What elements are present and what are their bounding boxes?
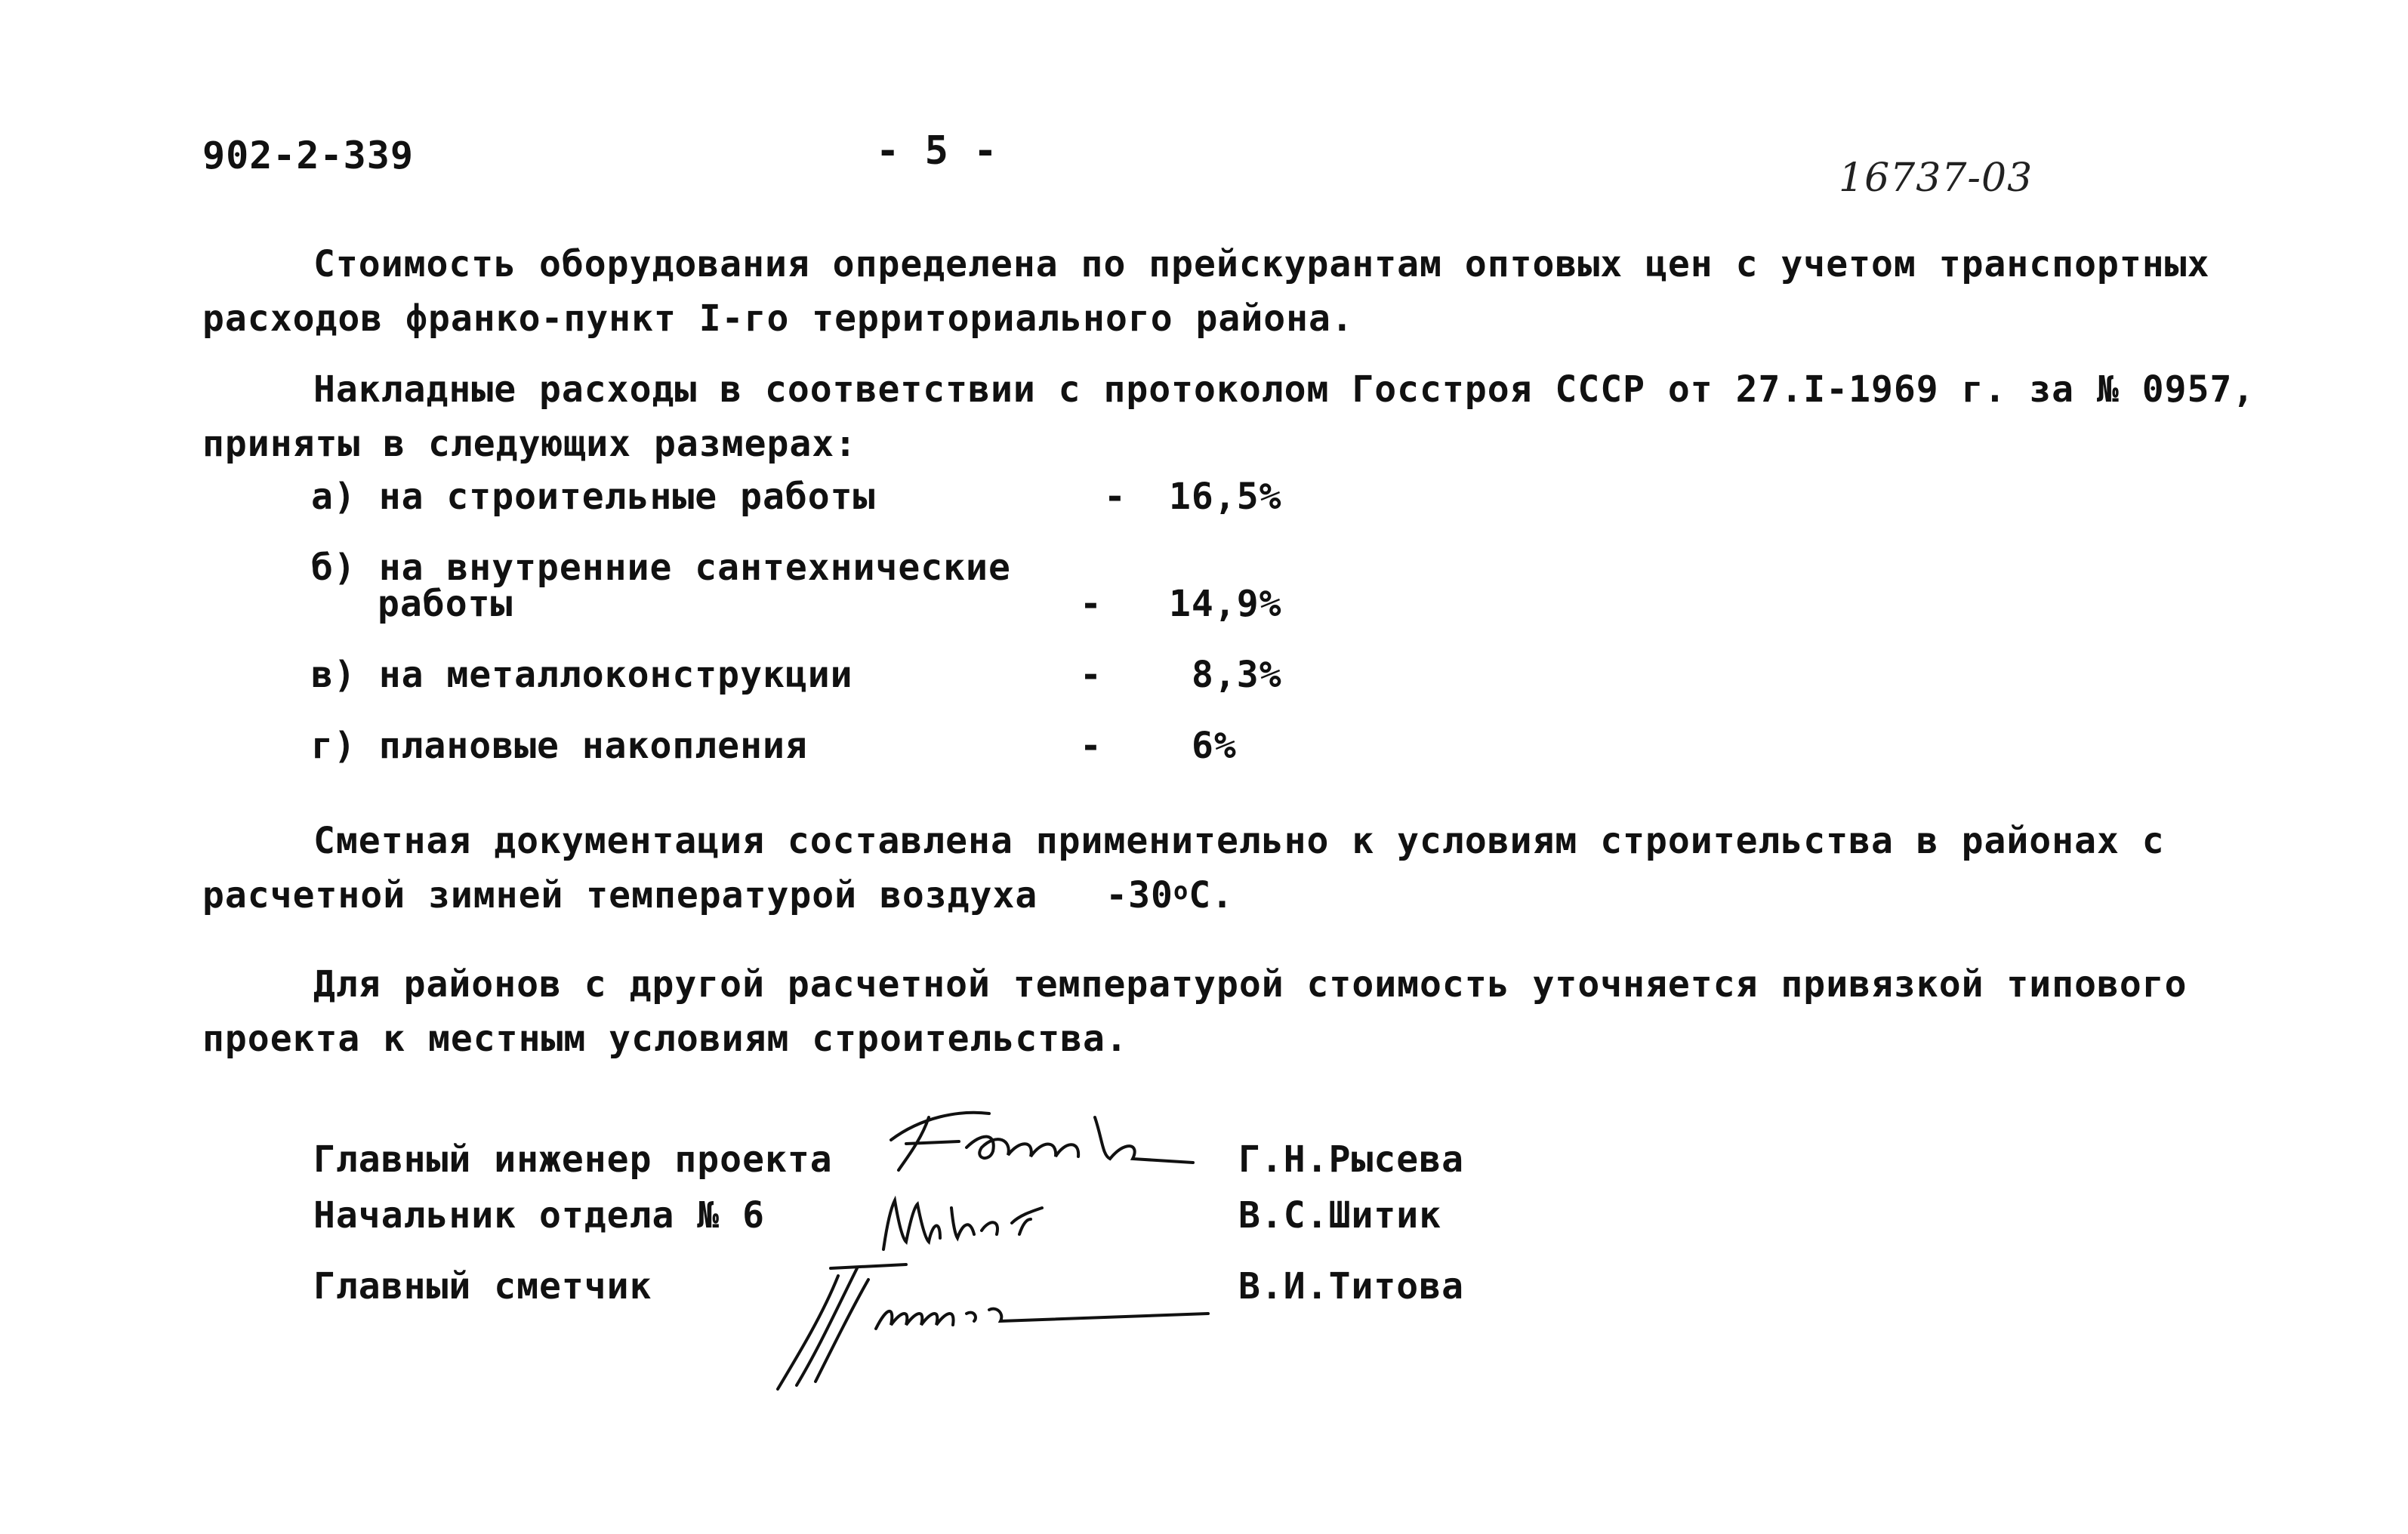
paragraph-overhead-line2: приняты в следующих размерах: [202, 423, 858, 465]
archive-number: 16737-03 [1839, 156, 2033, 201]
paragraph-other-regions-line1: Для районов с другой расчетной температурой стоимость уточняется привязкой типового [313, 963, 2188, 1006]
signature-position-chief-estimator: Главный сметчик [313, 1265, 652, 1308]
overhead-item-b-label-line2: работы [378, 583, 513, 625]
signature-position-chief-engineer: Главный инженер проекта [313, 1138, 833, 1181]
paragraph-climate-line2 [202, 874, 1234, 916]
paragraph-overhead-line1: Накладные расходы в соответствии с протоколом Госстроя СССР от 27.I-1969 г. за № 0957, [313, 368, 2255, 411]
handwritten-signature-3 [755, 1246, 1238, 1397]
paragraph-climate-line1: Сметная документация составлена применительно к условиям строительства в районах с [313, 820, 2165, 862]
climate-temperature: -30 [1105, 874, 1173, 916]
handwritten-signature-1 [876, 1087, 1231, 1185]
signature-position-department-head: Начальник отдела № 6 [313, 1194, 765, 1237]
page-number: - 5 - [876, 128, 998, 174]
document-code: 902-2-339 [202, 134, 414, 177]
paragraph-equipment-line1: Стоимость оборудования определена по прейскурантам оптовых цен с учетом транспортных [313, 243, 2210, 285]
overhead-item-b-dash: - [1080, 583, 1102, 625]
overhead-item-a-dash: - [1104, 476, 1127, 518]
overhead-item-d-dash: - [1080, 725, 1102, 767]
paragraph-other-regions-line2: проекта к местным условиям строительства. [202, 1018, 1128, 1060]
overhead-item-d-label: г) плановые накопления [311, 725, 808, 767]
climate-text: расчетной зимней температурой воздуха [202, 874, 1038, 916]
signature-name-chief-estimator: В.И.Титова [1238, 1265, 1464, 1308]
paragraph-equipment-line2: расходов франко-пункт I-го территориального района. [202, 297, 1354, 340]
overhead-item-b-label-line1: б) на внутренние сантехнические [311, 547, 1011, 589]
temperature-unit: С. [1189, 874, 1235, 916]
overhead-item-c-value: 8,3% [1192, 654, 1282, 696]
overhead-item-a-value: 16,5% [1169, 476, 1282, 518]
overhead-item-a-label: а) на строительные работы [311, 476, 876, 518]
signature-name-chief-engineer: Г.Н.Рысева [1238, 1138, 1464, 1181]
overhead-item-c-label: в) на металлоконструкции [311, 654, 853, 696]
overhead-item-b-value: 14,9% [1169, 583, 1282, 625]
signature-name-department-head: В.С.Шитик [1238, 1194, 1442, 1237]
overhead-item-c-dash: - [1080, 654, 1102, 696]
overhead-item-d-value: 6% [1192, 725, 1237, 767]
degree-sign: о [1173, 876, 1189, 905]
